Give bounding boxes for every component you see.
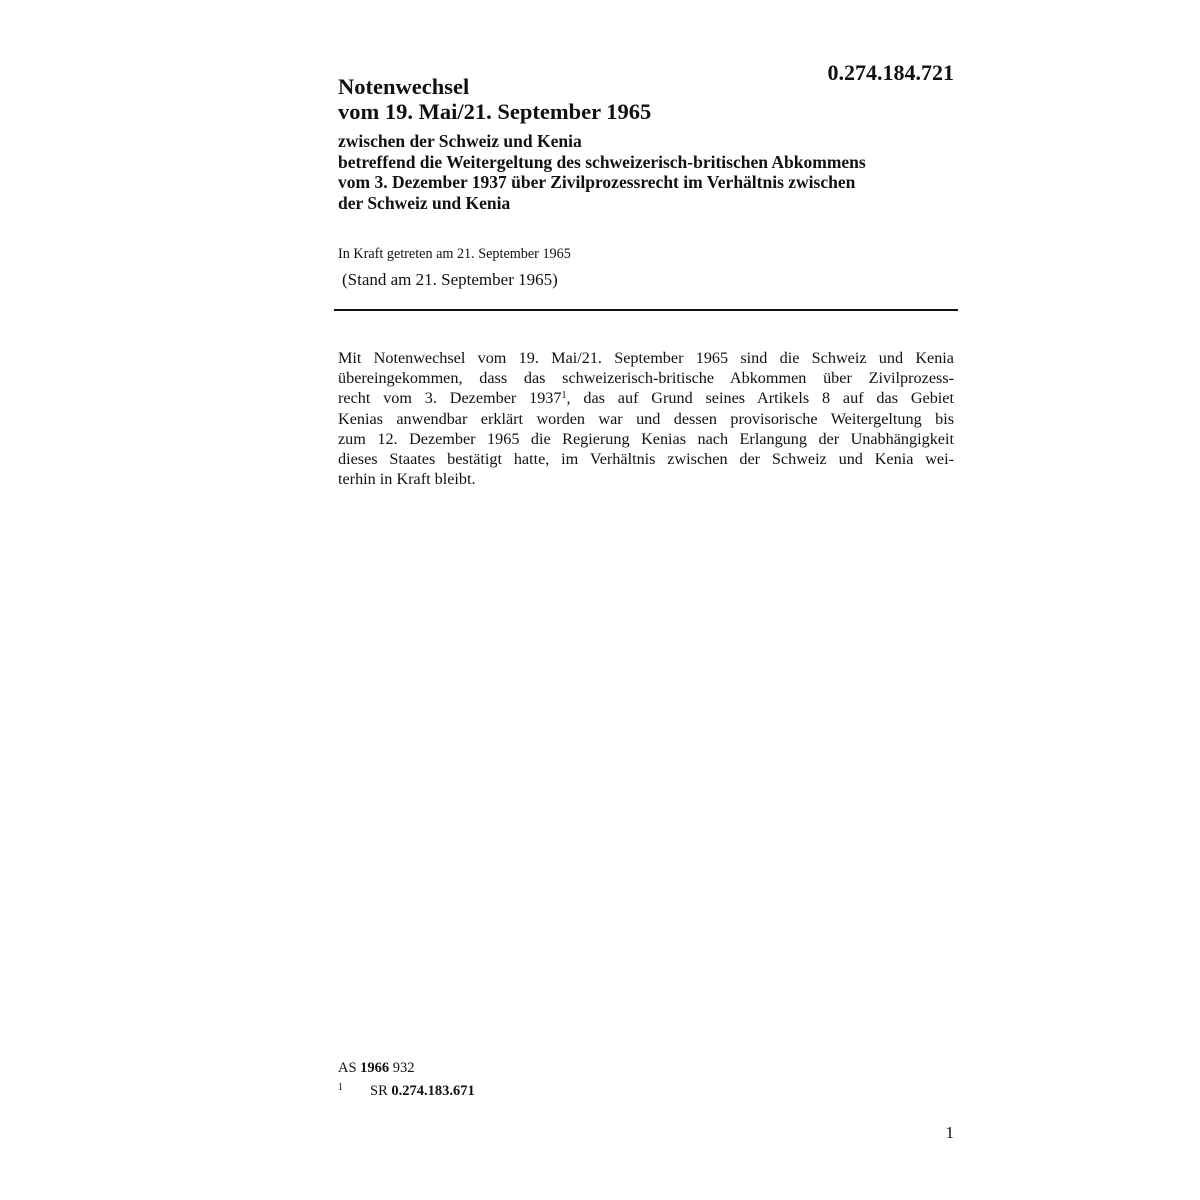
body-line: Mit Notenwechsel vom 19. Mai/21. September 1965 sind die Schweiz und Kenia	[338, 349, 954, 367]
title-line-1: Notenwechsel	[338, 74, 470, 99]
footnote-reference[interactable]: 1	[561, 390, 567, 402]
body-line: Kenias anwendbar erklärt worden war und dessen provisorische Weitergeltung bis	[338, 409, 954, 428]
document-subtitle	[338, 131, 978, 213]
body-paragraph	[338, 348, 954, 489]
header-divider	[334, 309, 958, 311]
as-page: 932	[392, 1060, 415, 1076]
subtitle-line-3: vom 3. Dezember 1937 über Zivilprozessrecht im Verhältnis zwischen	[338, 172, 856, 192]
as-prefix: AS	[338, 1060, 357, 1076]
status-date: (Stand am 21. September 1965)	[342, 270, 558, 289]
subtitle-line-2: betreffend die Weitergeltung des schweizerisch-britischen Abkommens	[338, 151, 866, 172]
subtitle-line-4: der Schweiz und Kenia	[338, 192, 511, 213]
as-year: 1966	[360, 1060, 390, 1076]
title-line-2: vom 19. Mai/21. September 1965	[338, 99, 652, 124]
body-line: übereingekommen, dass das schweizerisch-britische Abkommen über Zivilprozess-	[338, 369, 954, 388]
body-line-segment: , das auf Grund seines Artikels 8 auf das Gebiet	[566, 389, 954, 408]
page-footer	[338, 1058, 475, 1101]
footnote	[338, 1078, 475, 1101]
document-title	[338, 74, 651, 124]
footnote-number: 1	[338, 1082, 343, 1093]
footnote-sr-reference[interactable]: 0.274.183.671	[391, 1083, 475, 1099]
in-force-date: In Kraft getreten am 21. September 1965	[338, 246, 571, 262]
body-line-segment: recht vom 3. Dezember 1937	[338, 389, 562, 408]
body-line: zum 12. Dezember 1965 die Regierung Kenias nach Erlangung der Unabhängigkeit	[338, 429, 954, 448]
body-line: dieses Staates bestätigt hatte, im Verhältnis zwischen der Schweiz und Kenia wei-	[338, 449, 954, 468]
sr-number: 0.274.184.721	[827, 60, 954, 85]
as-reference	[338, 1058, 475, 1078]
footnote-prefix: SR	[370, 1083, 388, 1099]
body-line: terhin in Kraft bleibt.	[338, 470, 476, 489]
page-number: 1	[945, 1123, 954, 1142]
body-line	[338, 388, 954, 408]
subtitle-line-1: zwischen der Schweiz und Kenia	[338, 131, 582, 151]
